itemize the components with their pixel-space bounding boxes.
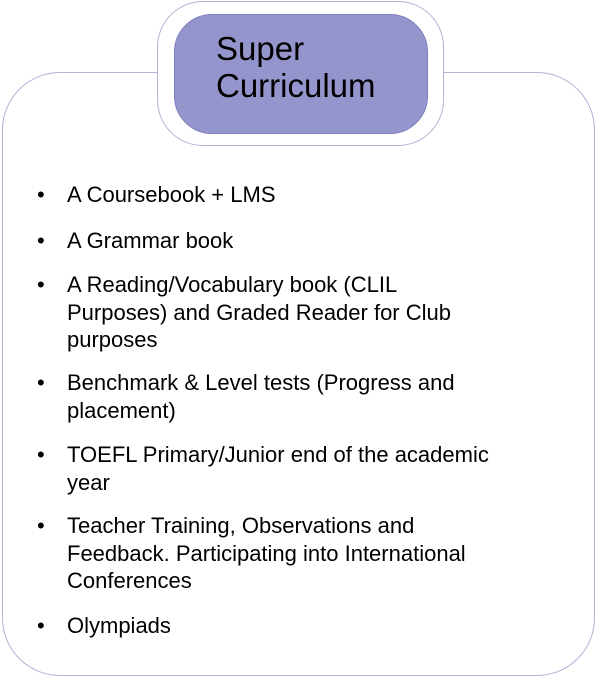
list-item-text: Teacher Training, Observations and Feedback. Participating into International Conferences: [67, 513, 466, 593]
bullet-marker: •: [37, 370, 45, 395]
list-item-text: A Grammar book: [67, 228, 234, 253]
bullet-marker: •: [37, 272, 45, 297]
list-item-text: A Coursebook + LMS: [67, 182, 276, 207]
bullet-marker: •: [37, 182, 45, 207]
list-item-text: A Reading/Vocabulary book (CLIL Purposes) and Graded Reader for Club purposes: [67, 272, 451, 352]
list-item-text: Olympiads: [67, 613, 171, 638]
bullet-marker: •: [37, 442, 45, 467]
list-item-text: Benchmark & Level tests (Progress and placement): [67, 370, 455, 423]
bullet-marker: •: [37, 228, 45, 253]
list-item-text: TOEFL Primary/Junior end of the academic year: [67, 442, 489, 495]
diagram-title: Super Curriculum: [216, 30, 376, 104]
bullet-marker: •: [37, 513, 45, 538]
bullet-marker: •: [37, 613, 45, 638]
